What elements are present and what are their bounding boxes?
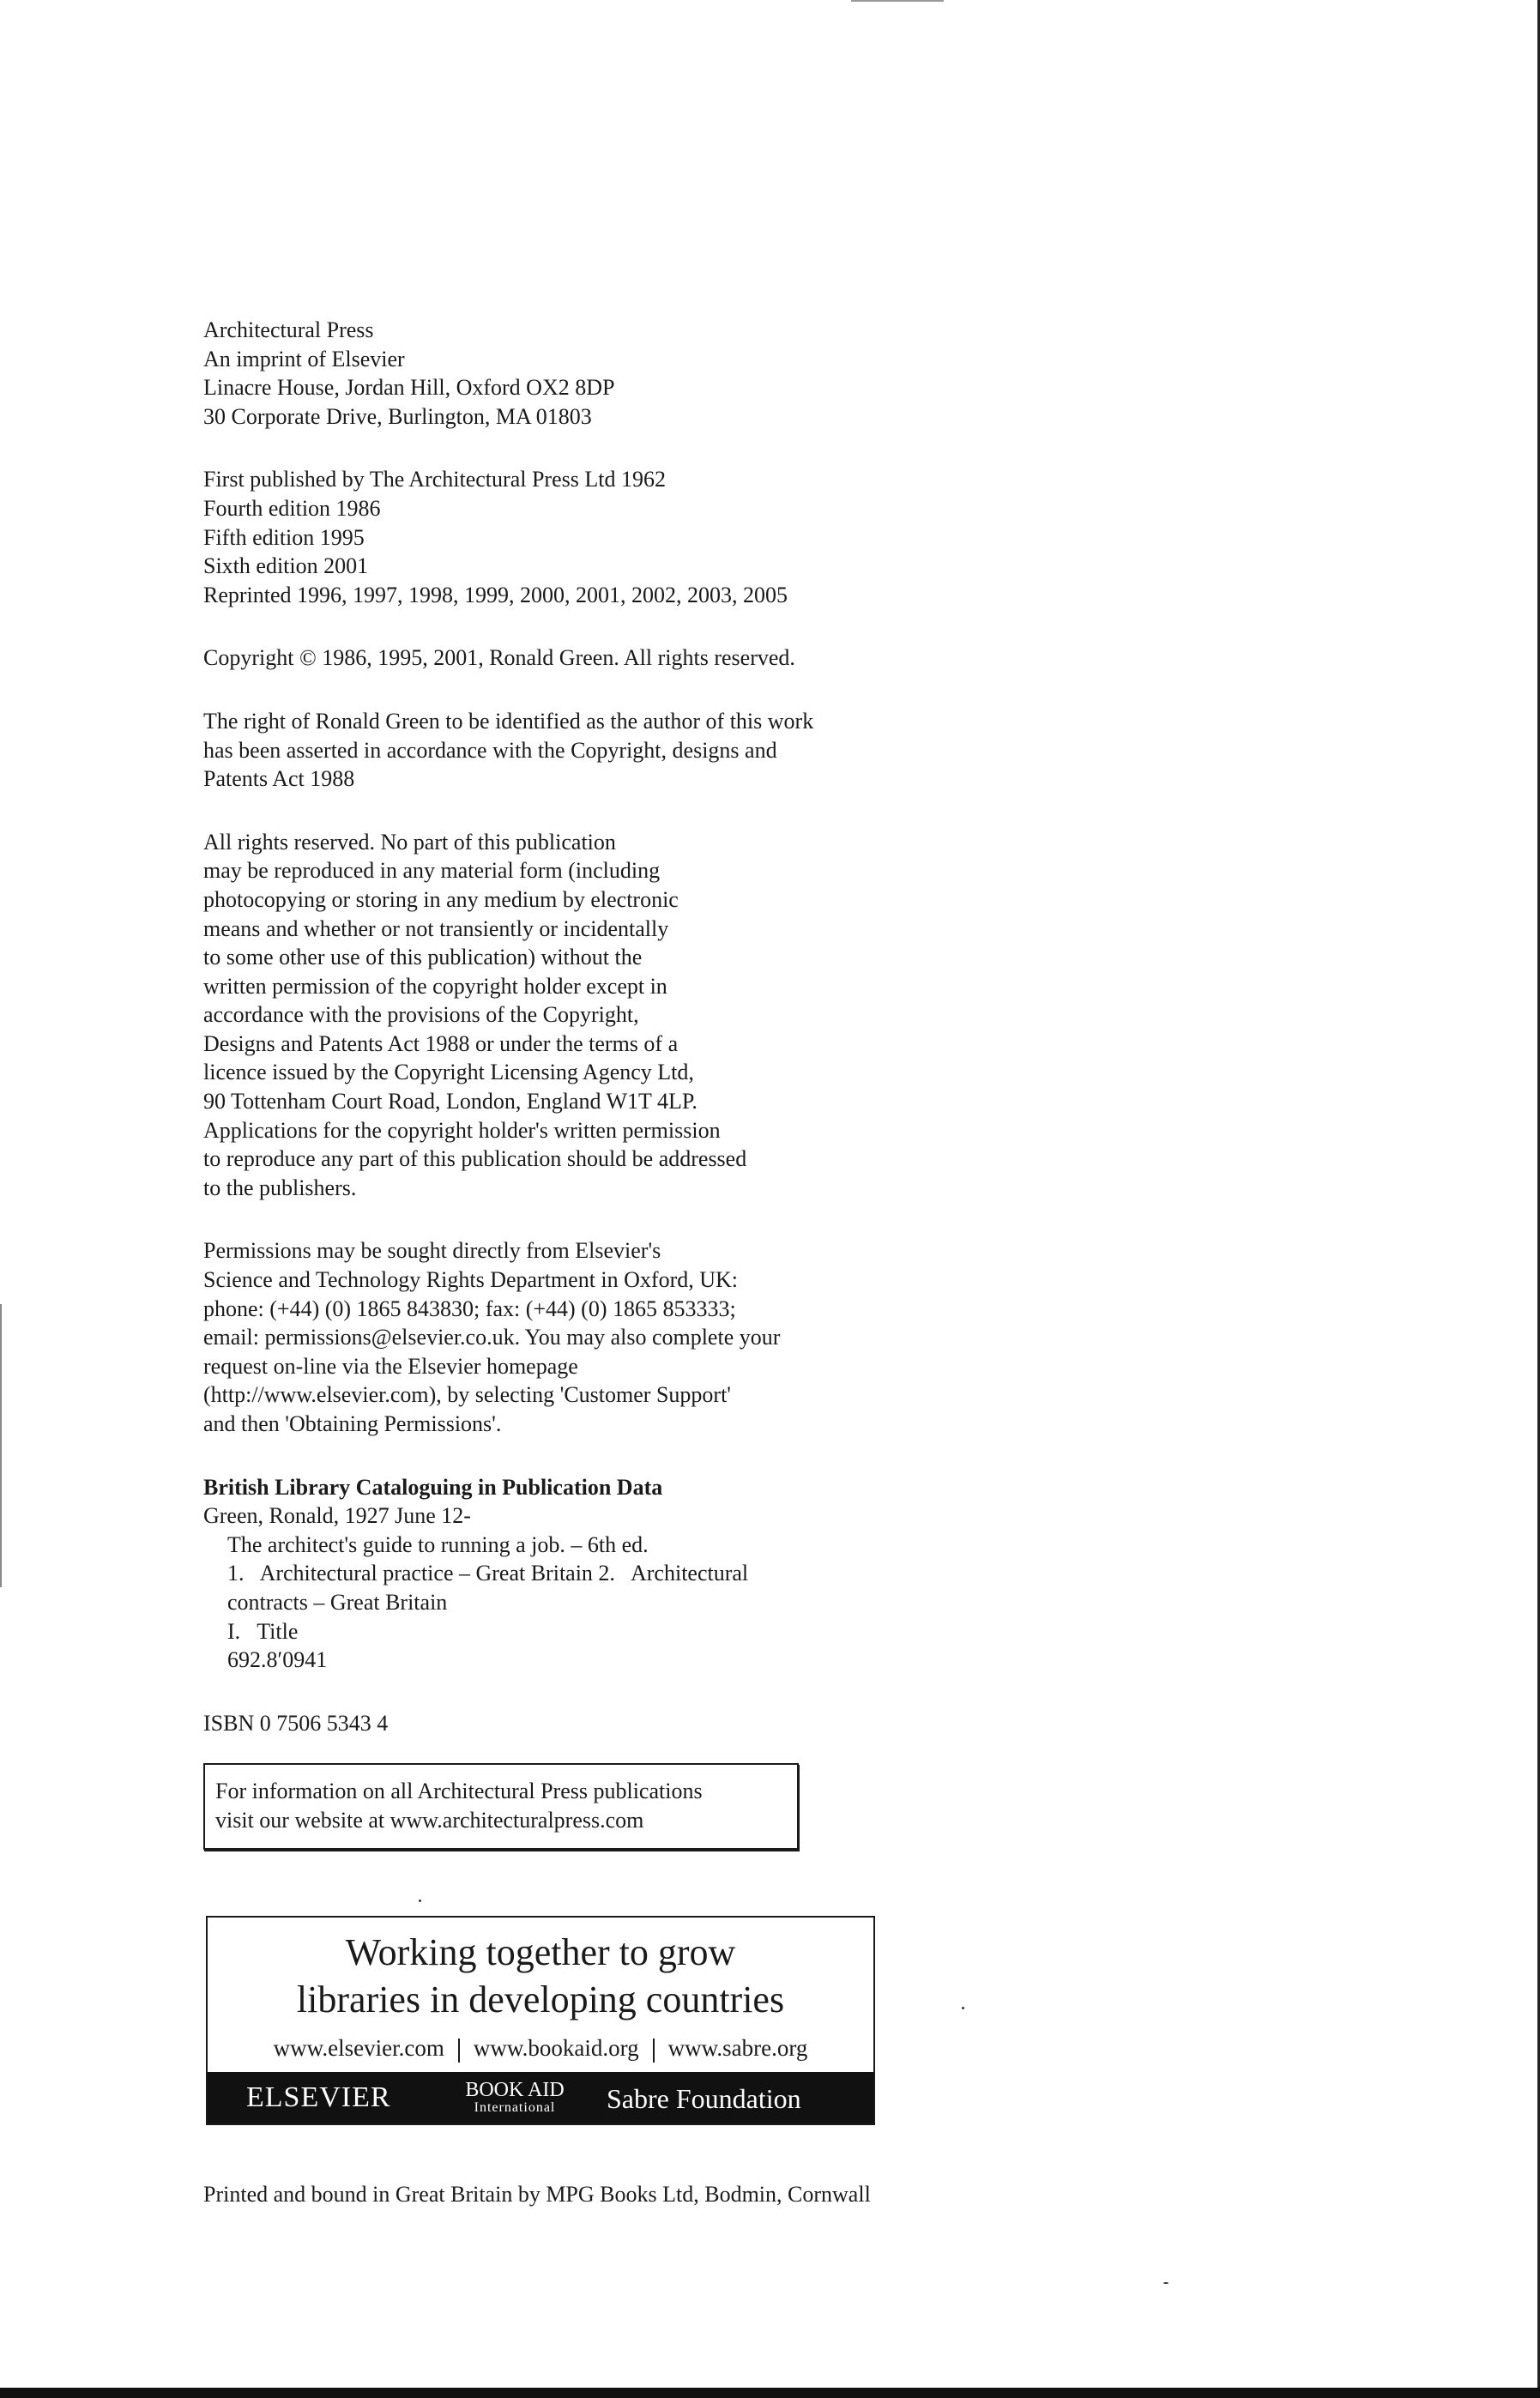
elsevier-logo: ELSEVIER <box>246 2081 391 2113</box>
imprint-line: An imprint of Elsevier <box>203 346 405 371</box>
bookaid-logo-bottom: International <box>474 2100 556 2115</box>
printer-line: Printed and bound in Great Britain by MPG Books Ltd, Bodmin, Cornwall <box>203 2182 871 2207</box>
permissions-line: phone: (+44) (0) 1865 843830; fax: (+44) (0) 1865 853333; <box>203 1296 736 1321</box>
page-edge-bottom <box>0 2388 1540 2398</box>
imprint-block <box>203 316 1061 431</box>
imprint-line: Linacre House, Jordan Hill, Oxford OX2 8DP <box>203 375 615 401</box>
edition-line: Sixth edition 2001 <box>203 553 369 579</box>
permissions-line: (http://www.elsevier.com), by selecting 'Customer Support' <box>203 1382 731 1408</box>
rights-line: written permission of the copyright holder except in <box>203 973 667 999</box>
permissions-line: Science and Technology Rights Department in Oxford, UK: <box>203 1267 739 1293</box>
publications-info-box <box>203 1763 799 1850</box>
info-box-line: For information on all Architectural Press publications <box>215 1779 703 1803</box>
rights-line: to the publishers. <box>203 1175 357 1200</box>
promo-headline-line: libraries in developing countries <box>296 1978 785 2020</box>
rights-line: 90 Tottenham Court Road, London, England W1T 4LP. <box>203 1089 698 1114</box>
edition-line: First published by The Architectural Press Ltd 1962 <box>203 467 666 492</box>
cataloguing-author: Green, Ronald, 1927 June 12- <box>203 1503 471 1529</box>
moral-rights-line: The right of Ronald Green to be identified as the author of this work <box>203 708 814 734</box>
rights-line: to some other use of this publication) without the <box>203 945 643 970</box>
imprint-line: Architectural Press <box>203 317 374 342</box>
cataloguing-block <box>203 1473 1061 1675</box>
cataloguing-line: 1. Architectural practice – Great Britain 2. Architectural <box>227 1561 749 1586</box>
cataloguing-line: The architect's guide to running a job. – 6th ed. <box>227 1531 649 1557</box>
elsevier-link[interactable]: www.elsevier.com <box>273 2035 444 2061</box>
imprint-line: 30 Corporate Drive, Burlington, MA 01803 <box>203 403 592 429</box>
rights-line: means and whether or not transiently or incidentally <box>203 915 669 941</box>
edition-line: Reprinted 1996, 1997, 1998, 1999, 2000, 2001, 2002, 2003, 2005 <box>203 582 788 607</box>
link-separator <box>653 2039 655 2063</box>
rights-line: licence issued by the Copyright Licensing Agency Ltd, <box>203 1060 694 1085</box>
page-edge-top <box>851 0 944 2</box>
cataloguing-line: 692.8′0941 <box>227 1647 328 1673</box>
copyright-block <box>203 643 1061 673</box>
cataloguing-line: I. Title <box>227 1618 299 1644</box>
moral-rights-line: Patents Act 1988 <box>203 766 355 792</box>
promo-logo-bar <box>208 2072 873 2123</box>
rights-line: to reproduce any part of this publication should be addressed <box>203 1146 747 1172</box>
print-speck <box>419 1900 421 1902</box>
promo-headline-line: Working together to grow <box>345 1931 736 1973</box>
page-edge-left <box>0 1304 2 1587</box>
rights-line: All rights reserved. No part of this publication <box>203 829 616 855</box>
moral-rights-block <box>203 707 1061 794</box>
print-speck <box>1163 2282 1169 2284</box>
permissions-block <box>203 1236 1061 1438</box>
edition-history-block <box>203 465 1061 609</box>
edition-line: Fourth edition 1986 <box>203 495 381 521</box>
promo-links <box>208 2035 873 2064</box>
bookaid-logo <box>450 2080 579 2115</box>
bookaid-link[interactable]: www.bookaid.org <box>473 2035 639 2061</box>
promo-headline <box>208 1929 873 2023</box>
rights-line: photocopying or storing in any medium by electronic <box>203 886 679 912</box>
rights-notice-block <box>203 828 1061 1203</box>
link-separator <box>458 2039 460 2063</box>
rights-line: Applications for the copyright holder's written permission <box>203 1117 721 1143</box>
print-speck <box>962 2007 964 2009</box>
edition-line: Fifth edition 1995 <box>203 524 365 550</box>
permissions-line: email: permissions@elsevier.co.uk. You may also complete your <box>203 1325 781 1350</box>
isbn-line: ISBN 0 7506 5343 4 <box>203 1710 389 1736</box>
rights-line: Designs and Patents Act 1988 or under the terms of a <box>203 1030 679 1056</box>
cataloguing-heading: British Library Cataloguing in Publication Data <box>203 1474 663 1500</box>
permissions-line: request on-line via the Elsevier homepage <box>203 1353 578 1379</box>
sabre-foundation-logo: Sabre Foundation <box>607 2083 801 2114</box>
bookaid-logo-top: BOOK AID <box>465 2079 565 2101</box>
permissions-line: Permissions may be sought directly from Elsevier's <box>203 1238 661 1264</box>
copyright-page-text <box>203 316 1061 1772</box>
copyright-line: Copyright © 1986, 1995, 2001, Ronald Green. All rights reserved. <box>203 645 795 671</box>
isbn-block <box>203 1709 1061 1738</box>
permissions-line: and then 'Obtaining Permissions'. <box>203 1411 502 1436</box>
moral-rights-line: has been asserted in accordance with the Copyright, designs and <box>203 737 777 763</box>
libraries-promo-panel <box>206 1916 875 2125</box>
rights-line: accordance with the provisions of the Copyright, <box>203 1002 639 1028</box>
sabre-link[interactable]: www.sabre.org <box>667 2035 808 2061</box>
rights-line: may be reproduced in any material form (including <box>203 858 661 884</box>
info-box-line: visit our website at www.architecturalpress.com <box>215 1808 644 1833</box>
cataloguing-line: contracts – Great Britain <box>227 1589 448 1615</box>
